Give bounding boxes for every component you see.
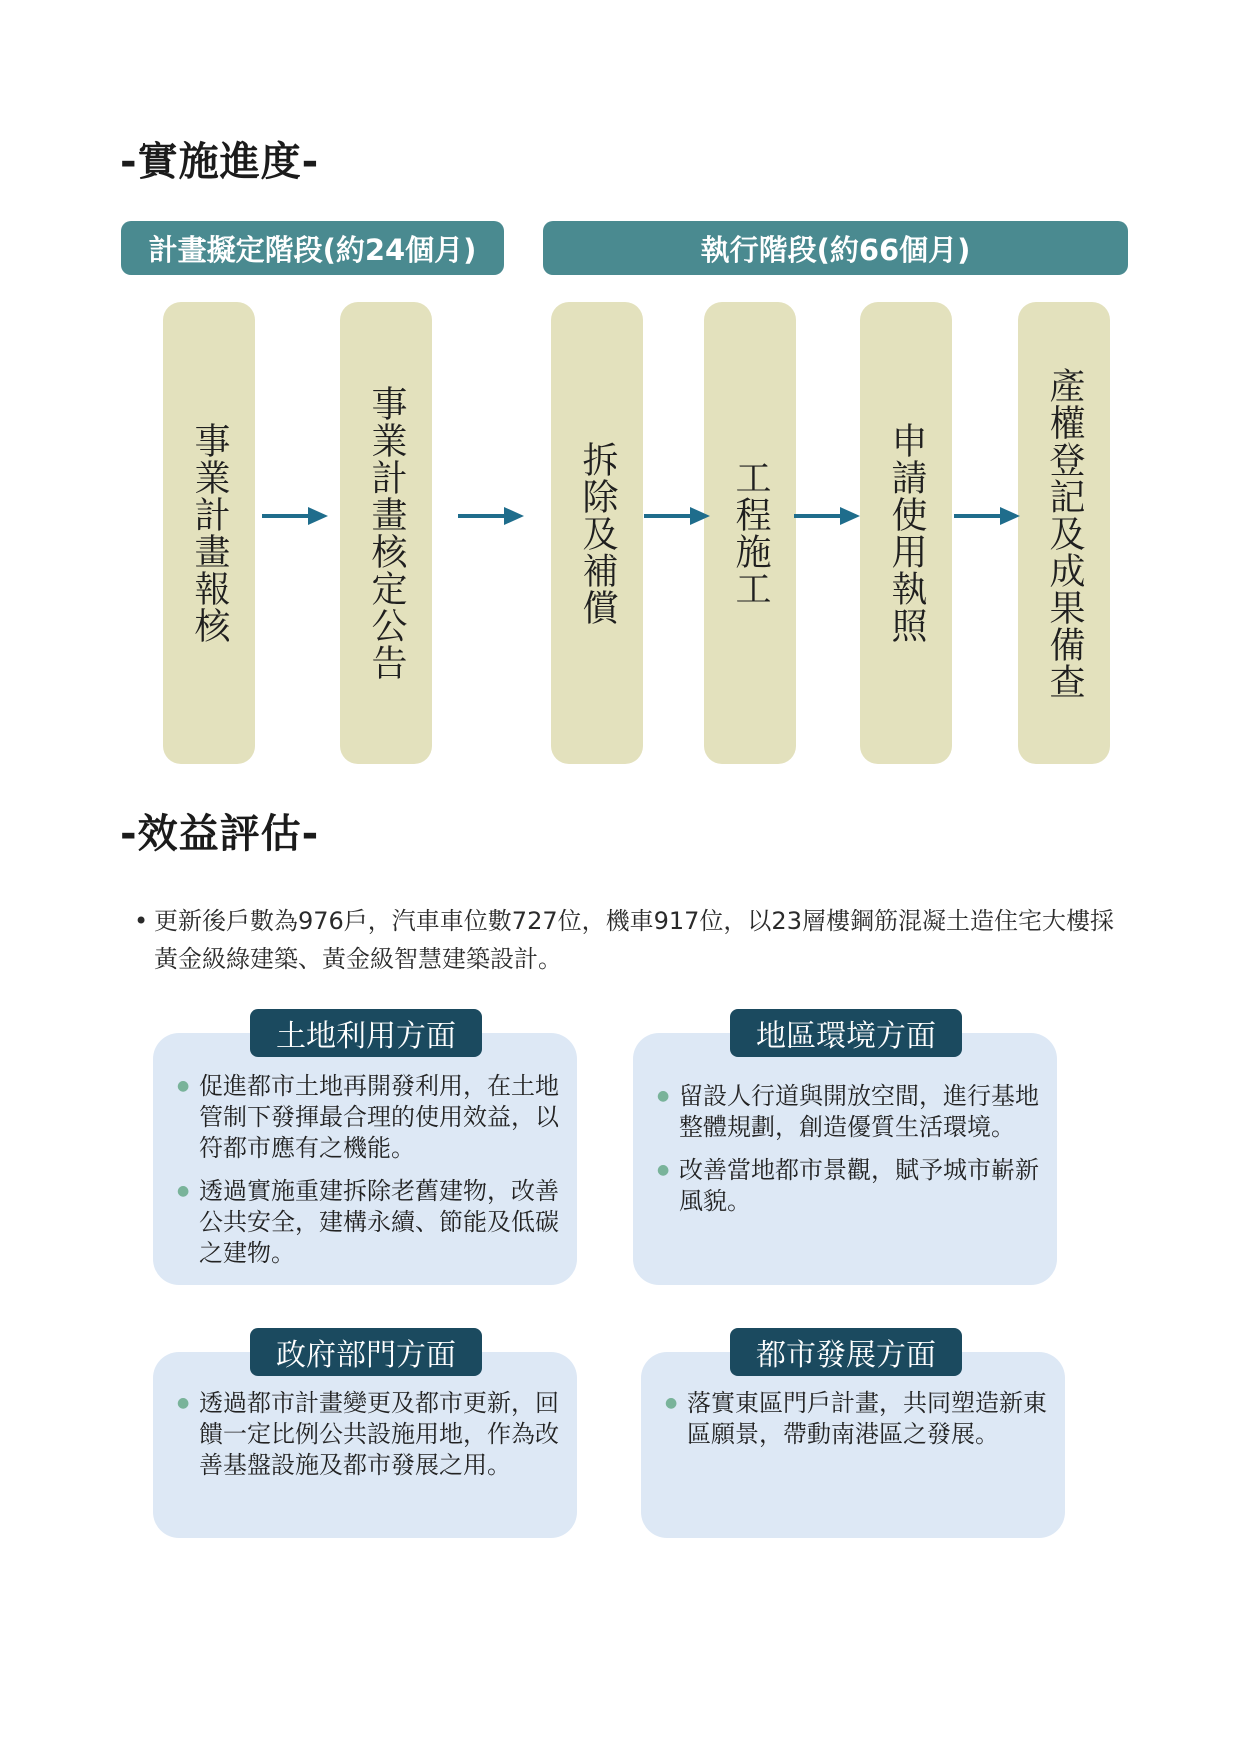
step-demolition <box>551 302 643 764</box>
dot-icon: ● <box>177 1395 190 1411</box>
list-item <box>177 1388 569 1481</box>
list-item-text: 透過實施重建拆除老舊建物，改善公共安全，建構永續、節能及低碳之建物。 <box>199 1177 559 1267</box>
card-list <box>657 1081 1049 1229</box>
step-label: 申請使用執照 <box>886 422 927 644</box>
step-label: 事業計畫報核 <box>189 422 230 644</box>
phase-execution-bar: 執行階段(約66個月) <box>543 221 1128 275</box>
list-item <box>657 1081 1049 1143</box>
arrow-right-icon <box>794 505 860 527</box>
step-construction <box>704 302 796 764</box>
phase-planning-bar: 計畫擬定階段(約24個月) <box>121 221 504 275</box>
intro-paragraph <box>134 902 1114 978</box>
step-label: 工程施工 <box>730 459 771 607</box>
card-environment <box>633 1033 1057 1285</box>
list-item <box>665 1388 1055 1450</box>
dot-icon: ● <box>657 1162 670 1178</box>
step-plan-submission <box>163 302 255 764</box>
dot-icon: ● <box>177 1078 190 1094</box>
card-title-environment: 地區環境方面 <box>730 1009 962 1057</box>
arrow-right-icon <box>954 505 1020 527</box>
step-label: 事業計畫核定公告 <box>366 385 407 681</box>
list-item-text: 留設人行道與開放空間，進行基地整體規劃，創造優質生活環境。 <box>679 1082 1039 1141</box>
card-title-urban-development: 都市發展方面 <box>730 1328 962 1376</box>
card-land-use <box>153 1033 577 1285</box>
card-list <box>177 1071 567 1281</box>
step-permit <box>860 302 952 764</box>
dot-icon: ● <box>657 1088 670 1104</box>
benefits-heading: -效益評估- <box>120 811 320 857</box>
card-urban-development <box>641 1352 1065 1538</box>
bullet-icon: • <box>134 907 149 935</box>
step-registration <box>1018 302 1110 764</box>
step-plan-approval <box>340 302 432 764</box>
list-item-text: 改善當地都市景觀，賦予城市嶄新風貌。 <box>679 1156 1039 1215</box>
dot-icon: ● <box>177 1183 190 1199</box>
card-list <box>177 1388 569 1493</box>
step-label: 產權登記及成果備查 <box>1044 366 1085 700</box>
step-label: 拆除及補償 <box>577 440 618 626</box>
card-government <box>153 1352 577 1538</box>
card-title-land-use: 土地利用方面 <box>250 1009 482 1057</box>
arrow-right-icon <box>262 505 328 527</box>
intro-text: 更新後戶數為976戶，汽車車位數727位，機車917位，以23層樓鋼筋混凝土造住宅大樓採黃金級綠建築、黃金級智慧建築設計。 <box>154 907 1114 973</box>
arrow-right-icon <box>458 505 524 527</box>
list-item <box>177 1176 567 1269</box>
arrow-right-icon <box>644 505 710 527</box>
list-item <box>657 1155 1049 1217</box>
list-item-text: 落實東區門戶計畫，共同塑造新東區願景，帶動南港區之發展。 <box>687 1389 1047 1448</box>
dot-icon: ● <box>665 1395 678 1411</box>
schedule-heading: -實施進度- <box>120 139 320 185</box>
list-item-text: 透過都市計畫變更及都市更新，回饋一定比例公共設施用地，作為改善基盤設施及都市發展之用。 <box>199 1389 559 1479</box>
list-item <box>177 1071 567 1164</box>
list-item-text: 促進都市土地再開發利用，在土地管制下發揮最合理的使用效益，以符都市應有之機能。 <box>199 1072 559 1162</box>
card-list <box>665 1388 1055 1462</box>
card-title-government: 政府部門方面 <box>250 1328 482 1376</box>
